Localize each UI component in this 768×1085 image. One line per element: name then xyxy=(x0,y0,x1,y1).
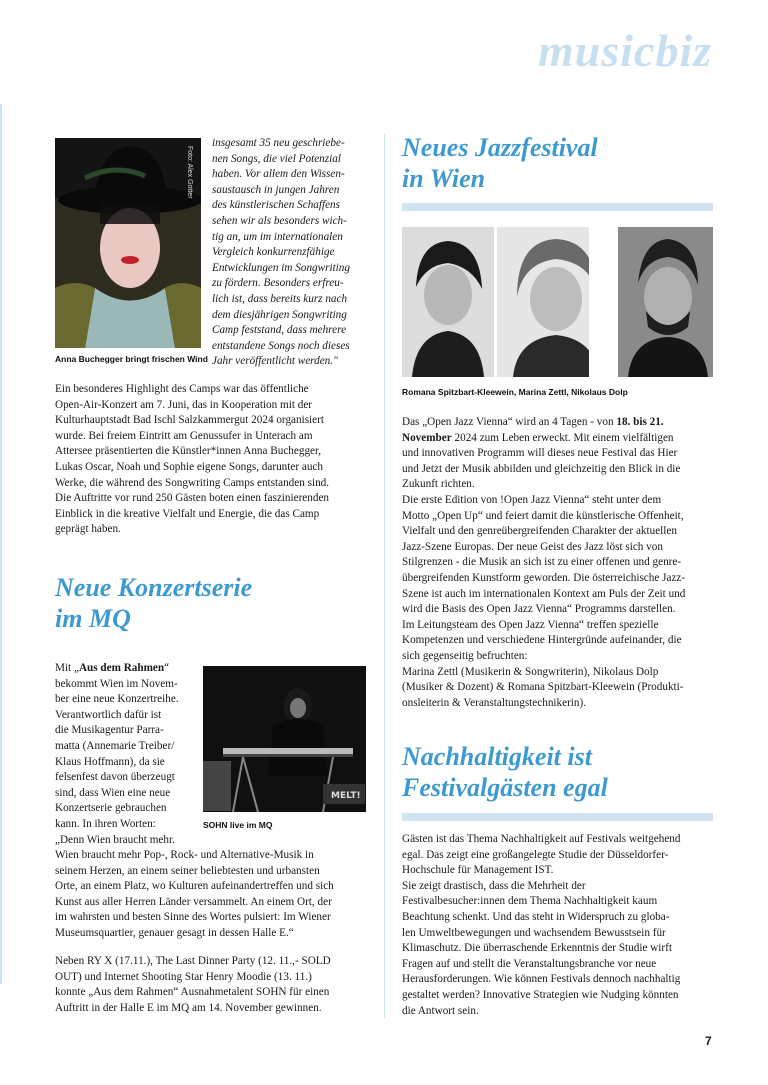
quote-line: Entwicklungen im Songwriting xyxy=(212,261,350,274)
intro-suffix: “ xyxy=(164,662,170,674)
body-line: matta (Annemarie Treiber/ xyxy=(55,739,175,752)
heading-line: Neue Konzertserie xyxy=(55,573,253,602)
heading-line: im MQ xyxy=(55,604,131,633)
body-line: wurde. Bei freiem Eintritt am Genussufer in Unterach am xyxy=(55,429,313,442)
body-line: Kompetenzen und verschiedene Hintergründe aufeinander, die xyxy=(402,634,682,647)
body-line: im wahrsten und besten Sinne des Wortes pulsiert: Im Wiener xyxy=(55,911,331,924)
quote-line: insgesamt 35 neu geschriebe- xyxy=(212,137,345,149)
section-title: musicbiz xyxy=(538,25,713,76)
heading-konzertserie xyxy=(55,572,252,634)
camp-paragraph xyxy=(55,382,375,538)
body-line: Zukunft richten. xyxy=(402,478,475,491)
body-line: bekommt Wien im Novem- xyxy=(55,677,178,690)
jazz-body xyxy=(402,415,722,711)
heading-line: Nachhaltigkeit ist xyxy=(402,742,592,771)
quote-line: saustausch in jungen Jahren xyxy=(212,183,340,196)
body-line: Klimaschutz. Die überraschende Erkenntnis der Studie wirft xyxy=(402,942,672,955)
body-line: und innovativen Programm will dieses neue Festival das Hier xyxy=(402,447,678,460)
body-line: Herausforderungen. Wie können Festivals dennoch nachhaltig xyxy=(402,973,681,986)
body-line: Festivalbesucher:innen dem Thema Nachhaltigkeit kaum xyxy=(402,895,658,908)
intro-bold: Aus dem Rahmen xyxy=(78,662,165,674)
quote-line: nen Songs, die viel Potenzial xyxy=(212,152,341,165)
photo-nikolaus xyxy=(618,227,713,377)
body-line: wird die Basis des Open Jazz Vienna“ Programms darstellen. xyxy=(402,603,676,616)
body-line: übergreifenden Kunstform geworden. Die österreichische Jazz- xyxy=(402,571,686,584)
photo-romana xyxy=(402,227,494,377)
heading-line: Neues Jazzfestival xyxy=(402,133,598,162)
body-line: die Antwort sein. xyxy=(402,1004,479,1017)
page-number: 7 xyxy=(705,1034,712,1048)
body-line: Stilgrenzen - die Musik an sich ist zu einer offenen und genre- xyxy=(402,556,682,569)
body-line: Lukas Oscar, Noah und Sophie eigene Songs, darunter auch xyxy=(55,460,323,473)
body-line: (Musiker & Dozent) & Romana Spitzbart-Kleewein (Produkti- xyxy=(402,681,684,694)
intro-line xyxy=(402,431,722,447)
heading-rule xyxy=(402,813,713,821)
body-line: sich gegenseitig befruchten: xyxy=(402,649,528,662)
body-line: Werke, die während des Songwriting Camps entstanden sind. xyxy=(55,476,330,489)
body-line: Szene ist auch im internationalen Kontext am Puls der Zeit und xyxy=(402,587,686,600)
body-line: len Umweltbewegungen und wachsendem Bewusstsein für xyxy=(402,926,666,939)
intro-bold: 18. bis 21. xyxy=(616,416,664,428)
body-line: Marina Zettl (Musikerin & Songwriterin), Nikolaus Dolp xyxy=(402,665,659,678)
photo-credit: Foto: Alex Gotter xyxy=(186,146,193,199)
body-line: OUT) und Internet Shooting Star Henry Moodie (13. 11.) xyxy=(55,970,312,983)
konzert-intro xyxy=(55,661,201,848)
body-line: die Musikagentur Parra- xyxy=(55,724,164,737)
body-line: Klaus Hoffmann), da sie xyxy=(55,755,165,768)
photo-sohn xyxy=(203,666,366,812)
body-line: onsleiterin & Veranstaltungstechnikerin). xyxy=(402,696,587,709)
intro-line xyxy=(55,661,201,677)
heading-jazzfestival xyxy=(402,132,598,194)
konzert-quote xyxy=(55,848,375,942)
stage-label: MELT! xyxy=(331,791,361,801)
body-line: „Denn Wien braucht mehr. xyxy=(55,833,175,846)
portrait-illustration xyxy=(618,227,713,377)
quote-block xyxy=(212,136,364,370)
quote-line: haben. Vor allem den Wissen- xyxy=(212,168,345,181)
quote-line: entstandene Songs noch dieses xyxy=(212,339,350,352)
portrait-illustration xyxy=(497,227,589,377)
body-line: und Jetzt der Musik abbilden und gleichzeitig den Blick in die xyxy=(402,462,681,475)
body-line: Fragen auf und stellt die Veranstaltungsbranche vor neue xyxy=(402,957,657,970)
body-line: Im Leitungsteam des Open Jazz Vienna“ treffen spezielle xyxy=(402,618,659,631)
body-line: Open-Air-Konzert am 7. Juni, das in Kooperation mit der xyxy=(55,398,313,411)
body-line: Neben RY X (17.11.), The Last Dinner Party (12. 11.,- SOLD xyxy=(55,955,331,967)
photo-anna-buchegger xyxy=(55,138,201,348)
body-line: Vielfalt und den genreübergreifenden Charakter der aktuellen xyxy=(402,525,677,538)
left-margin-bar xyxy=(0,104,2,984)
quote-line: Vergleich konkurrenzfähige xyxy=(212,246,335,259)
heading-line: in Wien xyxy=(402,164,486,193)
heading-line: Festivalgästen egal xyxy=(402,773,608,802)
body-line: Wien braucht mehr Pop-, Rock- und Alternative-Musik in xyxy=(55,849,314,861)
quote-line: Camp feststand, dass mehrere xyxy=(212,324,347,337)
quote-line: lich ist, dass bereits kurz nach xyxy=(212,292,348,305)
photo-caption-jazz: Romana Spitzbart-Kleewein, Marina Zettl, Nikolaus Dolp xyxy=(402,387,628,397)
heading-rule xyxy=(402,203,713,211)
body-line: felsenfest davon überzeugt xyxy=(55,771,175,784)
body-line: egal. Das zeigt eine großangelegte Studie der Düsseldorfer- xyxy=(402,848,669,861)
body-line: Attersee präsentierten die Künstler*innen Anna Buchegger, xyxy=(55,445,322,458)
body-line: Orte, an einem Platz, wo Kulturen aufeinandertreffen und sich xyxy=(55,880,334,893)
photo-caption-anna: Anna Buchegger bringt frischen Wind xyxy=(55,354,208,364)
body-line: Ein besonderes Highlight des Camps war das öffentliche xyxy=(55,383,309,395)
body-line: Sie zeigt drastisch, dass die Mehrheit der xyxy=(402,879,586,892)
intro-bold: November xyxy=(402,431,452,444)
quote-line: sehen wir als besonders wich- xyxy=(212,214,347,227)
konzert-closing xyxy=(55,954,375,1016)
body-line: Kulturhauptstadt Bad Ischl Salzkammergut 2024 organisiert xyxy=(55,414,324,427)
body-line: Museumsquartier, genauer gesagt in dessen Halle E.“ xyxy=(55,926,294,939)
body-line: kann. In ihren Worten: xyxy=(55,817,156,830)
intro-prefix: Das „Open Jazz Vienna“ wird an 4 Tagen - von xyxy=(402,416,617,428)
body-line: Auftritt in der Halle E im MQ am 14. November gewinnen. xyxy=(55,1001,322,1014)
quote-line: dem diesjährigen Songwriting xyxy=(212,308,347,321)
intro-prefix: Mit „ xyxy=(55,662,79,674)
body-line: sind, dass Wien eine neue xyxy=(55,786,171,799)
body-line: Kunst aus aller Herren Länder versammelt. An einem Ort, der xyxy=(55,895,332,908)
body-line: geprägt haben. xyxy=(55,523,121,536)
body-line: seinem Herzen, an einem seiner beliebtesten und urbansten xyxy=(55,864,320,877)
body-line: Die Auftritte vor rund 250 Gästen boten einen faszinierenden xyxy=(55,492,330,505)
quote-line: Jahr veröffentlicht werden." xyxy=(212,355,338,368)
quote-line: zu fördern. Besonders erfreu- xyxy=(212,277,344,290)
portrait-illustration xyxy=(55,138,201,348)
quote-line: des künstlerischen Schaffens xyxy=(212,199,341,212)
intro-suffix: 2024 zum Leben erweckt. Mit einem vielfältigen xyxy=(451,431,674,444)
body-line: Beachtung schenkt. Und das steht in Widerspruch zu globa- xyxy=(402,910,670,923)
body-line: Einblick in die kreative Vielfalt und Energie, die das Camp xyxy=(55,507,320,520)
body-line: Verantwortlich dafür ist xyxy=(55,708,162,721)
portrait-illustration xyxy=(402,227,494,377)
column-divider xyxy=(384,134,385,1018)
body-line: Jazz-Szene Europas. Der neue Geist des Jazz löst sich von xyxy=(402,540,663,553)
body-line: Konzertserie gebrauchen xyxy=(55,802,167,815)
body-line: ber eine neue Konzertreihe. xyxy=(55,693,179,706)
photo-marina xyxy=(497,227,589,377)
body-line: Motto „Open Up“ und feiert damit die künstlerische Offenheit, xyxy=(402,509,684,522)
body-line: Hochschule für Management IST. xyxy=(402,864,554,877)
photo-caption-sohn: SOHN live im MQ xyxy=(203,820,273,830)
body-line: gestaltet werden? Innovative Strategien wie Nudging könnten xyxy=(402,988,679,1001)
quote-line: tig an, um im internationalen xyxy=(212,230,343,243)
body-line: Die erste Edition von !Open Jazz Vienna“ steht unter dem xyxy=(402,493,662,506)
body-line: Gästen ist das Thema Nachhaltigkeit auf Festivals weitgehend xyxy=(402,833,681,845)
heading-nachhaltigkeit xyxy=(402,741,608,803)
nachhaltigkeit-body xyxy=(402,832,722,1019)
intro-line xyxy=(402,415,722,431)
stage-illustration xyxy=(203,666,366,812)
body-line: konnte „Aus dem Rahmen“ Ausnahmetalent SOHN für einen xyxy=(55,986,330,999)
